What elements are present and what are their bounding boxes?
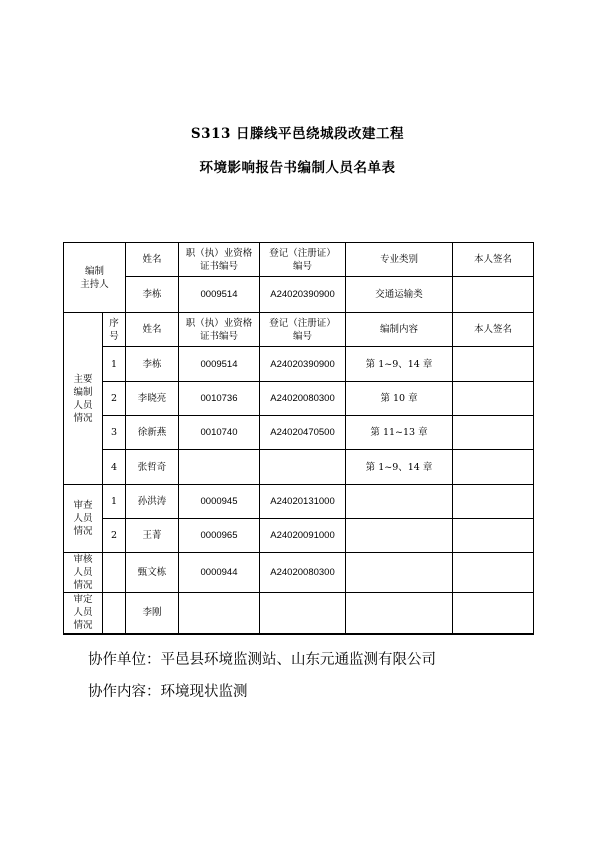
reg-cell: A24020470500 xyxy=(260,416,346,450)
reg-cell: A24020080300 xyxy=(260,382,346,416)
main-cert-header: 职（执）业资格 证书编号 xyxy=(179,313,260,347)
host-cert: 0009514 xyxy=(179,277,260,313)
main-reg-header: 登记（注册证） 编号 xyxy=(260,313,346,347)
reg-cell: A24020091000 xyxy=(260,519,346,553)
reg-cell: A24020080300 xyxy=(260,553,346,593)
main-seq-header: 序 号 xyxy=(103,313,126,347)
table-row xyxy=(64,382,534,416)
main-content-header: 编制内容 xyxy=(346,313,453,347)
seq-cell: 1 xyxy=(103,485,126,519)
host-signature-cell xyxy=(453,277,534,313)
cert-cell xyxy=(179,450,260,485)
signature-cell xyxy=(453,485,534,519)
host-row xyxy=(64,277,534,313)
cert-cell: 0009514 xyxy=(179,347,260,382)
main-signature-header: 本人签名 xyxy=(453,313,534,347)
content-cell: 第 1~9、14 章 xyxy=(346,347,453,382)
signature-cell xyxy=(453,450,534,485)
cooperating-units: 协作单位：平邑县环境监测站、山东元通监测有限公司 xyxy=(88,652,436,668)
staff-roster-table xyxy=(63,242,534,635)
host-header-row xyxy=(64,243,534,277)
name-cell: 王菁 xyxy=(126,519,179,553)
content-cell xyxy=(346,519,453,553)
signature-cell xyxy=(453,416,534,450)
host-cert-header: 职（执）业资格 证书编号 xyxy=(179,243,260,277)
signature-cell xyxy=(453,347,534,382)
seq-cell xyxy=(103,553,126,593)
host-reg: A24020390900 xyxy=(260,277,346,313)
audit-section-label: 审核 人员 情况 xyxy=(64,553,103,593)
seq-cell: 1 xyxy=(103,347,126,382)
name-cell: 李栋 xyxy=(126,347,179,382)
content-cell xyxy=(346,553,453,593)
main-header-row xyxy=(64,313,534,347)
table-row xyxy=(64,347,534,382)
name-cell: 徐新燕 xyxy=(126,416,179,450)
name-cell: 李刚 xyxy=(126,593,179,634)
table-row xyxy=(64,519,534,553)
table-row xyxy=(64,416,534,450)
reg-cell xyxy=(260,450,346,485)
name-cell: 张哲奇 xyxy=(126,450,179,485)
document-title: S313 日滕线平邑绕城段改建工程 xyxy=(190,126,405,142)
host-category-header: 专业类别 xyxy=(346,243,453,277)
content-cell xyxy=(346,593,453,634)
table-row xyxy=(64,593,534,634)
cert-cell: 0010740 xyxy=(179,416,260,450)
seq-cell: 2 xyxy=(103,382,126,416)
main-section-label: 主要 编制 人员 情况 xyxy=(64,313,103,485)
seq-cell: 4 xyxy=(103,450,126,485)
host-category: 交通运输类 xyxy=(346,277,453,313)
name-cell: 甄文栋 xyxy=(126,553,179,593)
name-cell: 李晓亮 xyxy=(126,382,179,416)
signature-cell xyxy=(453,519,534,553)
seq-cell: 2 xyxy=(103,519,126,553)
host-reg-header: 登记（注册证） 编号 xyxy=(260,243,346,277)
review-section-label: 审查 人员 情况 xyxy=(64,485,103,553)
reg-cell xyxy=(260,593,346,634)
content-cell: 第 1~9、14 章 xyxy=(346,450,453,485)
host-section-label: 编制 主持人 xyxy=(64,243,126,313)
reg-cell: A24020131000 xyxy=(260,485,346,519)
seq-cell xyxy=(103,593,126,634)
host-name-header: 姓名 xyxy=(126,243,179,277)
content-cell: 第 11~13 章 xyxy=(346,416,453,450)
host-signature-header: 本人签名 xyxy=(453,243,534,277)
approve-section-label: 审定 人员 情况 xyxy=(64,593,103,634)
reg-cell: A24020390900 xyxy=(260,347,346,382)
cooperation-content: 协作内容：环境现状监测 xyxy=(88,684,248,700)
cert-cell xyxy=(179,593,260,634)
signature-cell xyxy=(453,553,534,593)
signature-cell xyxy=(453,593,534,634)
cert-cell: 0000944 xyxy=(179,553,260,593)
name-cell: 孙洪涛 xyxy=(126,485,179,519)
seq-cell: 3 xyxy=(103,416,126,450)
host-name: 李栋 xyxy=(126,277,179,313)
cert-cell: 0000965 xyxy=(179,519,260,553)
signature-cell xyxy=(453,382,534,416)
content-cell xyxy=(346,485,453,519)
cert-cell: 0010736 xyxy=(179,382,260,416)
cert-cell: 0000945 xyxy=(179,485,260,519)
table-row xyxy=(64,553,534,593)
content-cell: 第 10 章 xyxy=(346,382,453,416)
document-subtitle: 环境影响报告书编制人员名单表 xyxy=(199,160,396,176)
table-row xyxy=(64,485,534,519)
main-name-header: 姓名 xyxy=(126,313,179,347)
table-row xyxy=(64,450,534,485)
